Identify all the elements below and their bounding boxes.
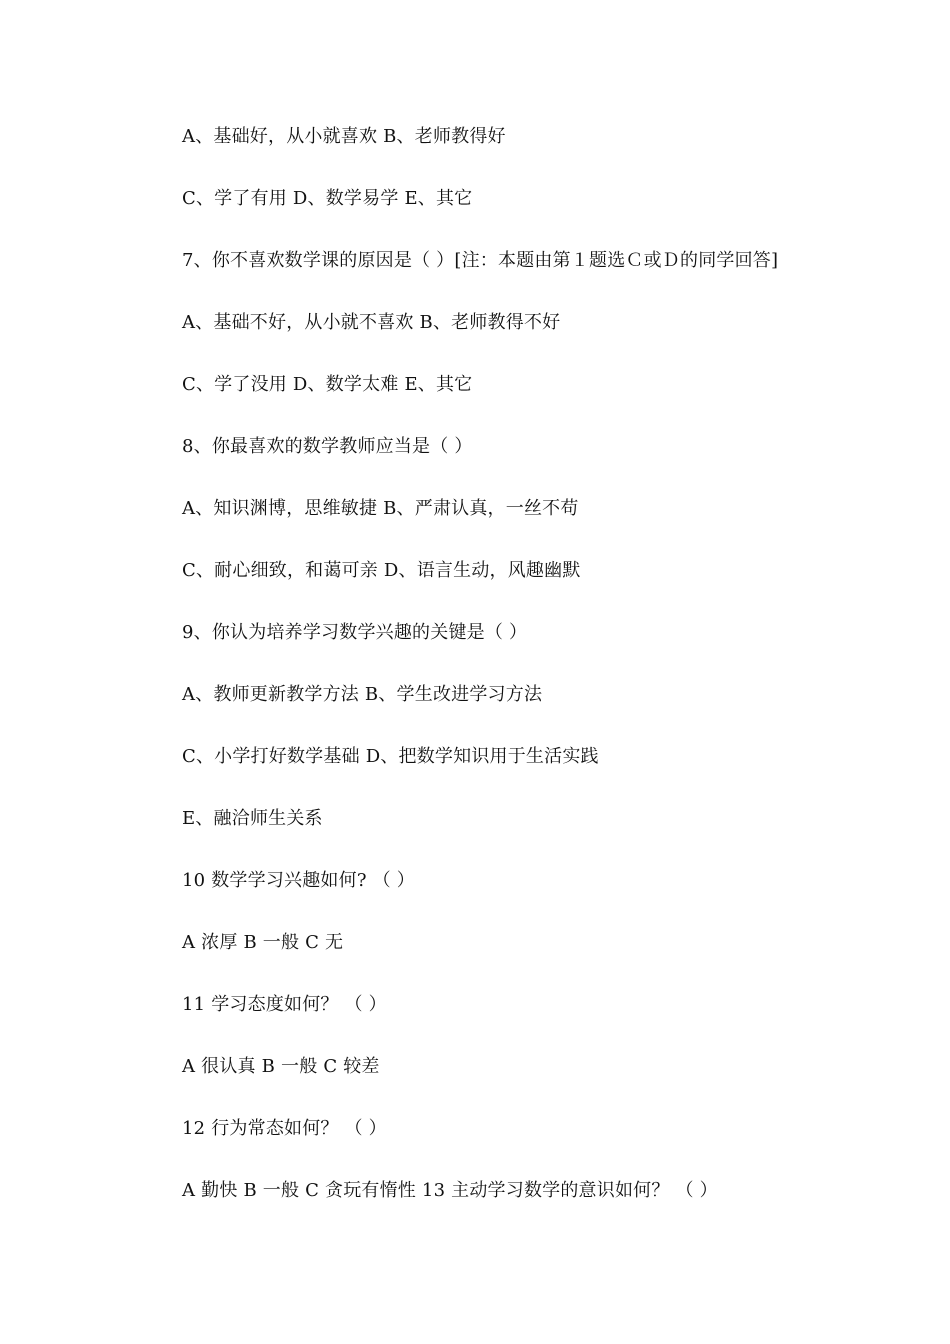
q9-question: 9、你认为培养学习数学兴趣的关键是（ ） [182,622,528,643]
q7-question: 7、你不喜欢数学课的原因是（ ）[注：本题由第１题选Ｃ或Ｄ的同学回答] [182,250,779,271]
q9-options-ab: A、教师更新教学方法 B、学生改进学习方法 [182,684,543,705]
q11-question: 11 学习态度如何？ （ ） [182,994,387,1015]
q7-options-ab: A、基础不好，从小就不喜欢 B、老师教得不好 [182,312,561,333]
q10-options: A 浓厚 B 一般 C 无 [182,932,344,953]
q10-question: 10 数学学习兴趣如何? （ ） [182,870,415,891]
q7-options-cde: C、学了没用 D、数学太难 E、其它 [182,374,473,395]
q6-options-cde: C、学了有用 D、数学易学 E、其它 [182,188,473,209]
q8-options-ab: A、知识渊博，思维敏捷 B、严肃认真，一丝不苟 [182,498,579,519]
survey-questions [182,124,902,1240]
q11-options: A 很认真 B 一般 C 较差 [182,1056,380,1077]
q8-question: 8、你最喜欢的数学教师应当是（ ） [182,436,473,457]
q8-options-cd: C、耐心细致，和蔼可亲 D、语言生动，风趣幽默 [182,560,581,581]
q9-option-e: E、融洽师生关系 [182,808,323,829]
q12-question: 12 行为常态如何？ （ ） [182,1118,387,1139]
q9-options-cd: C、小学打好数学基础 D、把数学知识用于生活实践 [182,746,599,767]
q12-options-q13-question: A 勤快 B 一般 C 贪玩有惰性 13 主动学习数学的意识如何？ （ ） [182,1180,718,1201]
q6-options-ab: A、基础好，从小就喜欢 B、老师教得好 [182,126,506,147]
